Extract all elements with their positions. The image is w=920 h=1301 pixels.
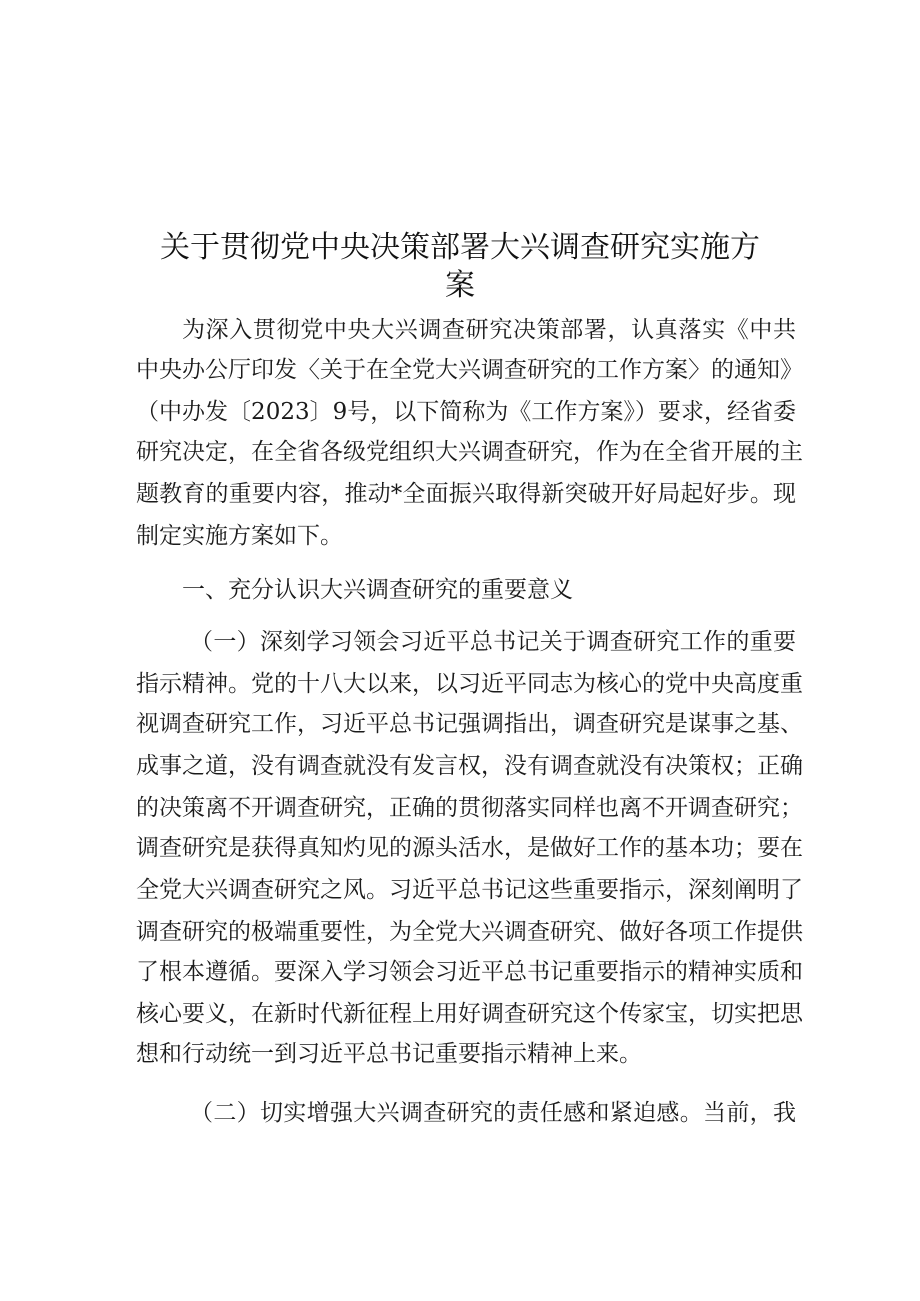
- paragraph-line: 中央办公厅印发〈关于在全党大兴调查研究的工作方案〉的通知》: [136, 357, 803, 383]
- paragraph-line: 想和行动统一到习近平总书记重要指示精神上来。: [136, 1041, 642, 1067]
- paragraph-line: 研究决定，在全省各级党组织大兴调查研究，作为在全省开展的主: [136, 439, 803, 465]
- paragraph-line: 视调查研究工作，习近平总书记强调指出，调查研究是谋事之基、: [136, 711, 803, 737]
- paragraph-line: 核心要义，在新时代新征程上用好调查研究这个传家宝，切实把思: [136, 1001, 803, 1027]
- paragraph-line: 了根本遵循。要深入学习领会习近平总书记重要指示的精神实质和: [136, 959, 803, 985]
- paragraph-line: 为深入贯彻党中央大兴调查研究决策部署，认真落实《中共: [182, 317, 796, 343]
- paragraph-line: 调查研究的极端重要性，为全党大兴调查研究、做好各项工作提供: [136, 919, 803, 945]
- paragraph-line: 的决策离不开调查研究，正确的贯彻落实同样也离不开调查研究；: [136, 795, 803, 821]
- paragraph-line: 制定实施方案如下。: [136, 523, 343, 549]
- paragraph-line: 全党大兴调查研究之风。习近平总书记这些重要指示，深刻阐明了: [136, 877, 803, 903]
- section-heading: 一、充分认识大兴调查研究的重要意义: [182, 577, 573, 603]
- subsection-heading-line: （二）切实增强大兴调查研究的责任感和紧迫感。当前，我: [190, 1100, 796, 1126]
- paragraph-line: 成事之道，没有调查就没有发言权，没有调查就没有决策权；正确: [136, 753, 803, 779]
- paragraph-line: 指示精神。党的十八大以来，以习近平同志为核心的党中央高度重: [136, 671, 803, 697]
- paragraph-line: （中办发〔2023〕9号，以下简称为《工作方案》）要求，经省委: [136, 399, 796, 425]
- document-title-line-2: 案: [445, 268, 475, 303]
- document-title-line-1: 关于贯彻党中央决策部署大兴调查研究实施方: [160, 230, 760, 265]
- paragraph-line: 调查研究是获得真知灼见的源头活水，是做好工作的基本功；要在: [136, 835, 803, 861]
- paragraph-line: 题教育的重要内容，推动*全面振兴取得新突破开好局起好步。现: [136, 481, 796, 507]
- subsection-heading-line: （一）深刻学习领会习近平总书记关于调查研究工作的重要: [190, 629, 796, 655]
